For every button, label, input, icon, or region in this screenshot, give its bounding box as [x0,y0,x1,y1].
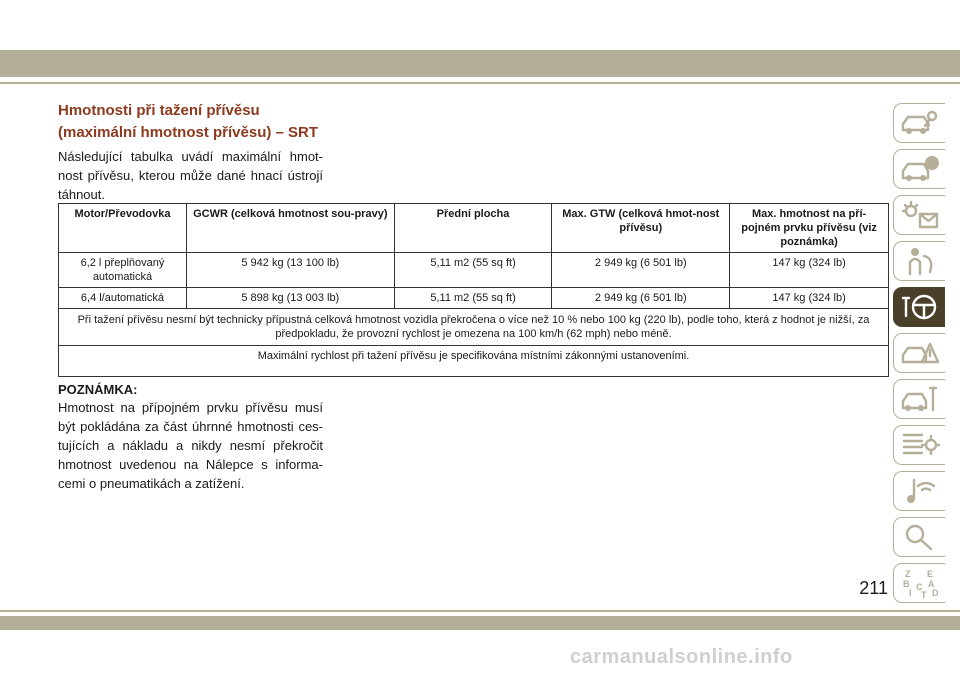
table-header-row [59,204,889,253]
specifications-gear-icon [900,430,940,460]
column-header-gtw: Max. GTW (celková hmot-nost přívěsu) [552,204,730,253]
safety-airbag-icon [900,246,940,276]
page-number: 211 [859,578,888,598]
table-cell: 5 942 kg (13 100 lb) [186,253,394,288]
section-heading-line-2: (maximální hmotnost přívěsu) – SRT [58,124,319,141]
tab-technical-specifications[interactable] [893,425,945,465]
alphabetical-index-icon [900,568,940,598]
table-cell: 147 kg (324 lb) [730,253,889,288]
tab-instrument-panel[interactable] [893,149,945,189]
column-header-tongue-weight: Max. hmotnost na pří-pojném prvku přívěsu (viz poznámka) [730,204,889,253]
car-info-icon [900,154,940,184]
table-cell: 5 898 kg (13 003 lb) [186,288,394,309]
tab-multimedia[interactable] [893,471,945,511]
note-title: POZNÁMKA: [58,382,138,397]
tab-starting-and-operating[interactable] [893,287,945,327]
table-footnote-overload: Při tažení přívěsu nesmí být technicky přípustná celková hmotnost vozidla překročena o více než 10 % nebo 100 kg (220 lb), podle toho, která z hodnot je nižší, za předpokladu, že provozní rychlost je omezena na 100 km/h (62 mph) nebo méně. [59,309,889,346]
car-service-wrench-icon [900,384,940,414]
column-header-gcwr: GCWR (celková hmotnost sou-pravy) [186,204,394,253]
search-icon [900,522,940,552]
tab-search[interactable] [893,517,945,557]
table-cell: 5,11 m2 (55 sq ft) [394,253,552,288]
index-letter: E [927,569,934,579]
multimedia-music-icon [900,476,940,506]
table-footnote-row [59,346,889,377]
table-cell: 2 949 kg (6 501 lb) [552,253,730,288]
watermark: carmanualsonline.info [570,646,793,668]
table-cell: 147 kg (324 lb) [730,288,889,309]
tab-in-case-of-emergency[interactable] [893,333,945,373]
table-cell: 6,4 l/automatická [59,288,187,309]
index-letter: B [903,579,910,589]
steering-wheel-icon [900,292,940,322]
dashboard-lights-message-icon [900,200,940,230]
top-divider-line [0,82,960,84]
trailer-weight-table [58,203,889,377]
table-cell: 5,11 m2 (55 sq ft) [394,288,552,309]
warning-triangle-car-icon [900,338,940,368]
index-letter: T [921,590,927,598]
table-row [59,253,889,288]
intro-paragraph: Následující tabulka uvádí maximální hmot-nost přívěsu, kterou může dané hnací ústrojí táhnout. [58,149,323,202]
tab-getting-to-know-vehicle[interactable] [893,103,945,143]
section-heading-line-1: Hmotnosti při tažení přívěsu [58,102,260,119]
table-footnote-speed: Maximální rychlost při tažení přívěsu je specifikována místními zákonnými ustanoveními. [59,346,889,377]
tab-warning-lights[interactable] [893,195,945,235]
column-header-frontal-area: Přední plocha [394,204,552,253]
index-letter: I [909,588,912,598]
column-header-engine: Motor/Převodovka [59,204,187,253]
table-footnote-row [59,309,889,346]
bottom-divider-line [0,610,960,612]
car-key-icon [900,108,940,138]
note-text: Hmotnost na přípojném prvku přívěsu musí být pokládána za část úhrnné hmotnosti ces-tujících a nákladu a nikdy nesmí překročit hmotnost uvedenou na Nálepce s informa-cemi o pneumatikách a zatížení. [58,400,323,491]
tab-servicing-maintenance[interactable] [893,379,945,419]
table-cell: 6,2 l přeplňovaný automatická [59,253,187,288]
table-row [59,288,889,309]
tab-safety[interactable] [893,241,945,281]
index-letter: A [928,579,935,589]
index-letter: C [916,582,923,592]
bottom-decorative-band [0,616,960,630]
index-letter: Z [905,569,911,579]
tab-index[interactable] [893,563,945,603]
section-heading [58,100,378,144]
top-decorative-band [0,50,960,77]
table-cell: 2 949 kg (6 501 lb) [552,288,730,309]
index-letter: D [932,588,939,598]
chapter-tabs [893,103,945,609]
